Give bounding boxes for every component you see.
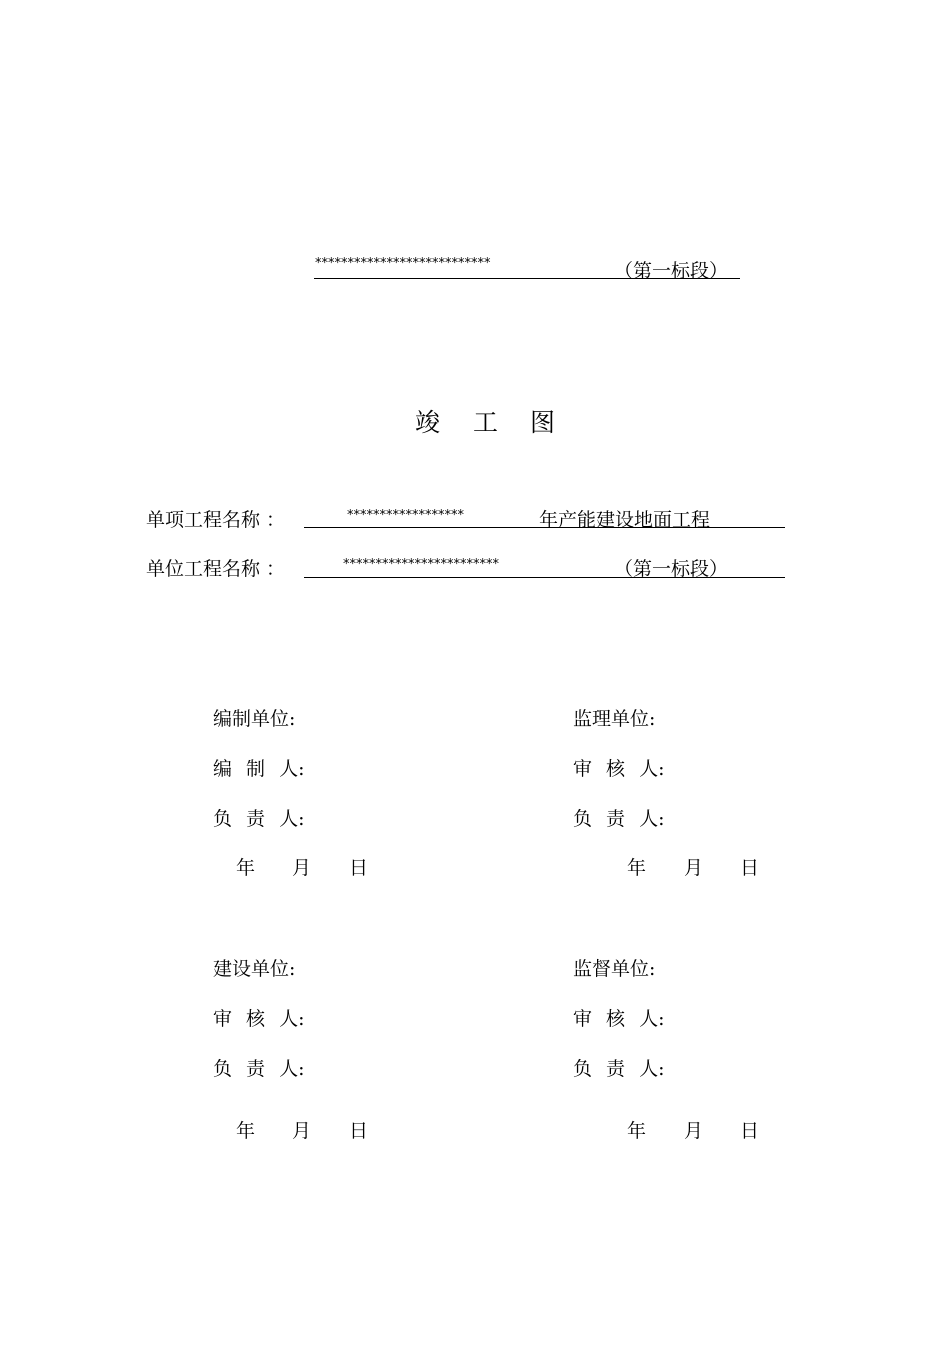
field-label-unit-project: 单位工程名称 ：	[146, 558, 286, 580]
supervision-responsible-label: 负 责 人:	[573, 808, 665, 830]
oversight-reviewer-label: 审 核 人:	[573, 1008, 665, 1030]
field-label-item-project: 单项工程名称 ：	[146, 509, 286, 531]
construction-responsible-label: 负 责 人:	[213, 1058, 305, 1080]
date-year: 年	[627, 1120, 647, 1142]
header-underline	[314, 278, 740, 279]
field-value-item-project: 年产能建设地面工程	[539, 509, 711, 531]
date-month: 月	[292, 1120, 312, 1142]
supervision-unit-label: 监理单位:	[573, 708, 656, 730]
date-year: 年	[627, 857, 647, 879]
field-stars-unit-project: ************************	[343, 557, 499, 572]
date-day: 日	[740, 857, 760, 879]
compiling-unit-label: 编制单位:	[213, 708, 296, 730]
construction-unit-label: 建设单位:	[213, 958, 296, 980]
date-day: 日	[740, 1120, 760, 1142]
field-stars-item-project: ******************	[347, 508, 464, 523]
date-year: 年	[236, 1120, 256, 1142]
date-day: 日	[349, 1120, 369, 1142]
title-char-3: 图	[530, 408, 556, 437]
date-year: 年	[236, 857, 256, 879]
supervision-reviewer-label: 审 核 人:	[573, 758, 665, 780]
date-month: 月	[684, 857, 704, 879]
field-value-unit-project: （第一标段）	[614, 558, 729, 580]
title-char-2: 工	[473, 408, 499, 437]
oversight-responsible-label: 负 责 人:	[573, 1058, 665, 1080]
date-month: 月	[684, 1120, 704, 1142]
date-month: 月	[292, 857, 312, 879]
compiler-label: 编 制 人:	[213, 758, 305, 780]
date-day: 日	[349, 857, 369, 879]
compiling-responsible-label: 负 责 人:	[213, 808, 305, 830]
header-stars: ***************************	[315, 256, 491, 271]
oversight-unit-label: 监督单位:	[573, 958, 656, 980]
field-underline-unit-project	[304, 577, 785, 578]
field-underline-item-project	[304, 527, 785, 528]
header-section: （第一标段）	[614, 260, 729, 282]
construction-reviewer-label: 审 核 人:	[213, 1008, 305, 1030]
title-char-1: 竣	[415, 408, 441, 437]
